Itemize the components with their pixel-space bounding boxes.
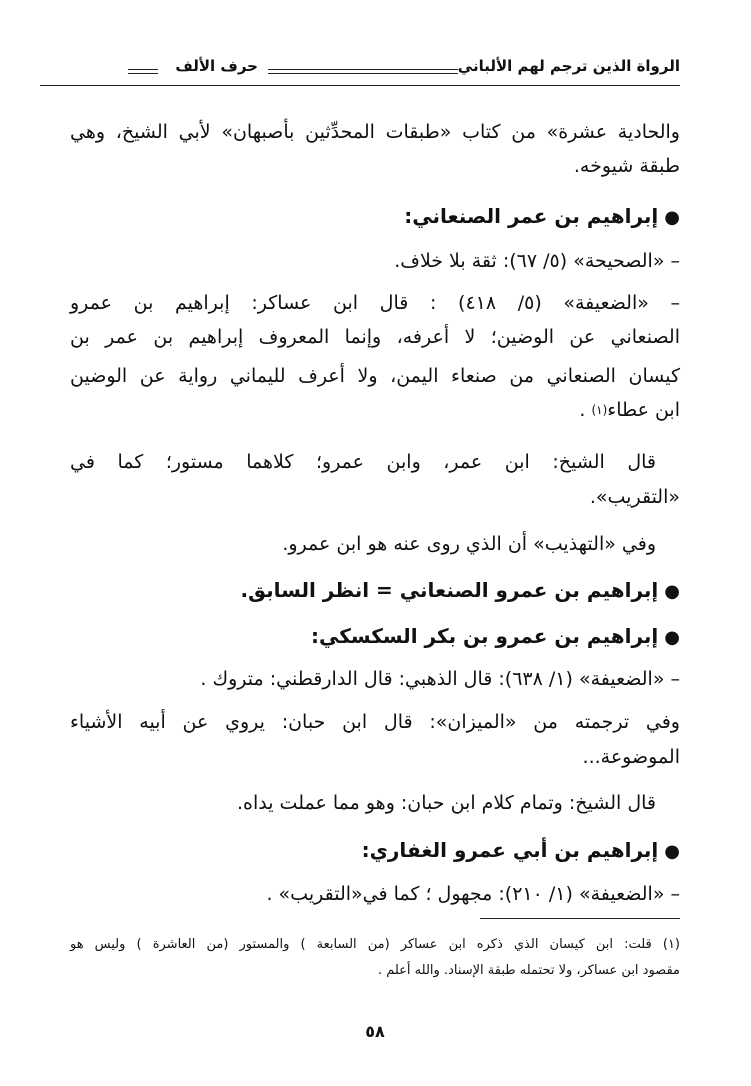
text-line: «التقريب». [589, 486, 680, 508]
footnote-separator [480, 918, 680, 919]
header-double-rule-end [128, 69, 158, 74]
footnote-line: (١) قلت: ابن كيسان الذي ذكره ابن عساكر (من السابعة ) والمستور (من العاشرة ) وليس هو [70, 937, 680, 952]
text-line: وفي «التهذيب» أن الذي روى عنه هو ابن عمرو. [282, 533, 656, 555]
header-double-rule [268, 69, 458, 74]
text-fragment: . [579, 399, 586, 421]
footnote-marker: (١) [591, 403, 608, 417]
entry-heading-text: إبراهيم بن عمرو بن بكر السكسكي: [310, 624, 659, 648]
footnote-line: مقصود ابن عساكر، ولا تحتمله طبقة الإسناد. والله أعلم . [377, 963, 680, 978]
text-line: طبقة شيوخه. [573, 155, 680, 177]
entry-heading-text: إبراهيم بن عمرو الصنعاني = انظر السابق. [240, 578, 659, 602]
header-section: حرف الألف [175, 57, 258, 75]
entry-heading-text: إبراهيم بن عمر الصنعاني: [404, 204, 659, 228]
entry-heading-text: إبراهيم بن أبي عمرو الغفاري: [361, 838, 659, 862]
text-line: قال الشيخ: ابن عمر، وابن عمرو؛ كلاهما مستور؛ كما في [70, 451, 656, 473]
text-line: الموضوعة... [582, 746, 680, 768]
bullet-icon: ● [664, 627, 680, 648]
bullet-icon: ● [664, 207, 680, 228]
text-line: الصنعاني عن الوضين؛ لا أعرفه، وإنما المعروف إبراهيم بن عمر بن [70, 326, 680, 348]
running-header [40, 57, 680, 85]
text-line: – «الضعيفة» (١/ ٦٣٨): قال الذهبي: قال الدارقطني: متروك . [200, 668, 680, 690]
entry-heading [311, 622, 680, 652]
bullet-icon: ● [664, 841, 680, 862]
entry-heading [240, 576, 680, 606]
entry-heading [362, 836, 680, 866]
text-line: قال الشيخ: وتمام كلام ابن حبان: وهو مما عملت يداه. [236, 792, 656, 814]
text-line: وفي ترجمته من «الميزان»: قال ابن حبان: يروي عن أبيه الأشياء [70, 711, 680, 733]
text-line: والحادية عشرة» من كتاب «طبقات المحدِّثين بأصبهان» لأبي الشيخ، وهي [70, 121, 680, 143]
text-line [579, 396, 680, 424]
text-line: كيسان الصنعاني من صنعاء اليمن، ولا أعرف لليماني رواية عن الوضين [70, 365, 680, 387]
text-line: – «الصحيحة» (٥/ ٦٧): ثقة بلا خلاف. [394, 250, 680, 272]
header-underline [40, 85, 680, 86]
header-title: الرواة الذين ترجم لهم الألباني [457, 57, 680, 75]
entry-heading [404, 202, 680, 232]
page-number: ٥٨ [365, 1022, 385, 1041]
text-line: – «الضعيفة» (٥/ ٤١٨) : قال ابن عساكر: إبراهيم بن عمرو [70, 292, 681, 314]
bullet-icon: ● [664, 581, 680, 602]
text-fragment: ابن عطاء [607, 399, 680, 421]
text-line: – «الضعيفة» (١/ ٢١٠): مجهول ؛ كما في«التقريب» . [266, 883, 680, 905]
